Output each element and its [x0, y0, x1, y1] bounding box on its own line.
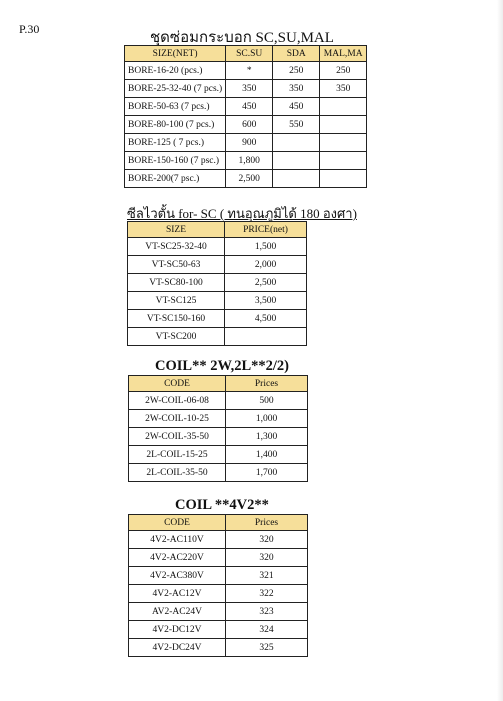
cell-price: 2,000	[225, 256, 307, 274]
cell-sc-su: 600	[226, 116, 273, 134]
table-row	[125, 152, 367, 170]
cell-sda	[273, 152, 320, 170]
cell-code: AV2-AC24V	[129, 603, 226, 621]
table-header-row	[128, 222, 307, 238]
table-row	[129, 639, 308, 657]
table-row	[125, 116, 367, 134]
section4-title: COIL **4V2**	[175, 497, 269, 513]
section2-table	[127, 221, 307, 346]
section4-table	[128, 514, 308, 657]
table-header-row	[129, 376, 308, 392]
table-row	[125, 80, 367, 98]
cell-price: 324	[226, 621, 308, 639]
table-row	[129, 392, 308, 410]
cell-size: BORE-16-20 (pcs.)	[125, 62, 226, 80]
cell-sda: 350	[273, 80, 320, 98]
cell-mal-ma	[320, 134, 367, 152]
cell-price: 1,400	[226, 446, 308, 464]
cell-price: 1,700	[226, 464, 308, 482]
table-row	[129, 464, 308, 482]
cell-price	[225, 328, 307, 346]
col-header-code: CODE	[129, 376, 226, 392]
scan-edge-shadow	[497, 0, 503, 701]
cell-sda: 250	[273, 62, 320, 80]
cell-code: 4V2-DC12V	[129, 621, 226, 639]
cell-size: VT-SC150-160	[128, 310, 225, 328]
cell-code: 2W-COIL-06-08	[129, 392, 226, 410]
cell-sda	[273, 134, 320, 152]
cell-sc-su: 450	[226, 98, 273, 116]
cell-size: VT-SC200	[128, 328, 225, 346]
table-header-row	[125, 46, 367, 62]
cell-price: 320	[226, 531, 308, 549]
table-row	[129, 567, 308, 585]
col-header-size: SIZE	[128, 222, 225, 238]
table-row	[128, 292, 307, 310]
table-row	[128, 274, 307, 292]
table-row	[125, 134, 367, 152]
cell-price: 3,500	[225, 292, 307, 310]
table-row	[128, 310, 307, 328]
cell-price: 322	[226, 585, 308, 603]
cell-mal-ma	[320, 152, 367, 170]
table-row	[129, 549, 308, 567]
table-row	[125, 62, 367, 80]
col-header-prices: Prices	[226, 376, 308, 392]
col-header-code: CODE	[129, 515, 226, 531]
cell-mal-ma: 250	[320, 62, 367, 80]
cell-size: BORE-150-160 (7 psc.)	[125, 152, 226, 170]
cell-sc-su: 350	[226, 80, 273, 98]
cell-sc-su: 2,500	[226, 170, 273, 188]
cell-size: BORE-200(7 psc.)	[125, 170, 226, 188]
cell-code: 4V2-AC12V	[129, 585, 226, 603]
col-header-size: SIZE(NET)	[125, 46, 226, 62]
table-row	[129, 531, 308, 549]
cell-code: 2W-COIL-35-50	[129, 428, 226, 446]
cell-price: 325	[226, 639, 308, 657]
cell-price: 321	[226, 567, 308, 585]
cell-size: VT-SC125	[128, 292, 225, 310]
cell-code: 4V2-AC220V	[129, 549, 226, 567]
cell-price: 1,000	[226, 410, 308, 428]
cell-size: VT-SC25-32-40	[128, 238, 225, 256]
cell-size: BORE-80-100 (7 pcs.)	[125, 116, 226, 134]
table-header-row	[129, 515, 308, 531]
col-header-sda: SDA	[273, 46, 320, 62]
cell-sc-su: 1,800	[226, 152, 273, 170]
col-header-price: PRICE(net)	[225, 222, 307, 238]
cell-mal-ma	[320, 116, 367, 134]
cell-code: 2W-COIL-10-25	[129, 410, 226, 428]
table-row	[128, 238, 307, 256]
table-row	[129, 621, 308, 639]
cell-sc-su: *	[226, 62, 273, 80]
cell-mal-ma	[320, 98, 367, 116]
cell-code: 2L-COIL-35-50	[129, 464, 226, 482]
cell-price: 4,500	[225, 310, 307, 328]
table-row	[129, 603, 308, 621]
cell-price: 500	[226, 392, 308, 410]
table-row	[128, 328, 307, 346]
section3-title: COIL** 2W,2L**2/2)	[155, 358, 290, 374]
page-number: P.30	[19, 22, 40, 36]
section3-table	[128, 375, 308, 482]
cell-size: BORE-125 ( 7 pcs.)	[125, 134, 226, 152]
cell-mal-ma	[320, 170, 367, 188]
table-row	[125, 98, 367, 116]
table-row	[129, 410, 308, 428]
section1-table	[124, 45, 367, 188]
section1-title: ชุดซ่อมกระบอก SC,SU,MAL	[150, 30, 334, 46]
cell-mal-ma: 350	[320, 80, 367, 98]
cell-code: 4V2-AC110V	[129, 531, 226, 549]
cell-size: VT-SC80-100	[128, 274, 225, 292]
table-row	[125, 170, 367, 188]
col-header-mal-ma: MAL,MA	[320, 46, 367, 62]
col-header-prices: Prices	[226, 515, 308, 531]
cell-price: 1,300	[226, 428, 308, 446]
cell-size: BORE-50-63 (7 pcs.)	[125, 98, 226, 116]
cell-price: 2,500	[225, 274, 307, 292]
cell-price: 320	[226, 549, 308, 567]
cell-sda	[273, 170, 320, 188]
cell-code: 4V2-AC380V	[129, 567, 226, 585]
cell-sda: 550	[273, 116, 320, 134]
section2-title: ซีลไวตั้น for- SC ( ทนอุณภูมิได้ 180 องศา)	[127, 206, 357, 221]
table-row	[129, 446, 308, 464]
cell-sc-su: 900	[226, 134, 273, 152]
col-header-sc-su: SC.SU	[226, 46, 273, 62]
cell-code: 2L-COIL-15-25	[129, 446, 226, 464]
cell-size: VT-SC50-63	[128, 256, 225, 274]
cell-price: 323	[226, 603, 308, 621]
cell-sda: 450	[273, 98, 320, 116]
cell-price: 1,500	[225, 238, 307, 256]
cell-size: BORE-25-32-40 (7 pcs.)	[125, 80, 226, 98]
cell-code: 4V2-DC24V	[129, 639, 226, 657]
table-row	[129, 428, 308, 446]
table-row	[128, 256, 307, 274]
table-row	[129, 585, 308, 603]
